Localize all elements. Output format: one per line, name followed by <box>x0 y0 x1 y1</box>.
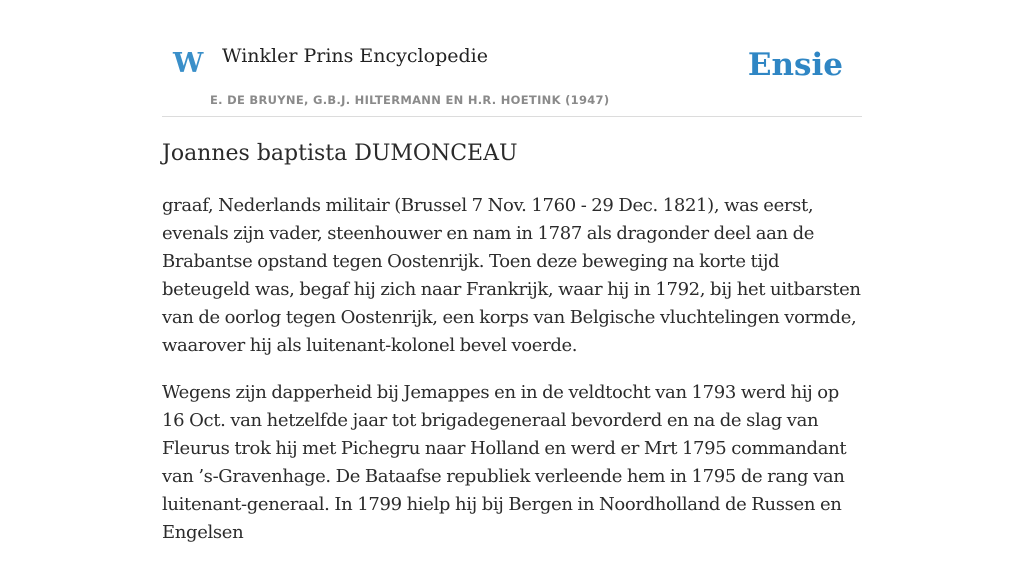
article-paragraph-2: Wegens zijn dapperheid bij Jemappes en in de veldtocht van 1793 werd hij op 16 Oct. van hetzelfde jaar tot brigadegeneraal bevorderd en na de slag van Fleurus trok hij met Pichegru naar Holland en werd er Mrt 1795 commandant van ’s-Gravenhage. De Bataafse republiek verleende hem in 1795 de rang van luitenant-generaal. In 1799 hielp hij bij Bergen in Noordholland de Russen en Engelsen <box>162 382 847 543</box>
publication-authors: E. DE BRUYNE, G.B.J. HILTERMANN EN H.R. HOETINK (1947) <box>210 93 610 107</box>
site-header <box>162 0 862 117</box>
article-title: Joannes baptista DUMONCEAU <box>162 141 518 166</box>
brand-logo[interactable]: Ensie <box>747 47 843 83</box>
article-body <box>162 192 862 566</box>
publication-title[interactable]: Winkler Prins Encyclopedie <box>222 45 488 67</box>
article-paragraph-1: graaf, Nederlands militair (Brussel 7 Nov. 1760 - 29 Dec. 1821), was eerst, evenals zijn vader, steenhouwer en nam in 1787 als dragonder deel aan de Brabantse opstand tegen Oostenrijk. Toen deze beweging na korte tijd beteugeld was, begaf hij zich naar Frankrijk, waar hij in 1792, bij het uitbarsten van de oorlog tegen Oostenrijk, een korps van Belgische vluchtelingen vormde, waarover hij als luitenant-kolonel bevel voerde. <box>162 195 861 356</box>
publication-logo[interactable]: W <box>173 48 204 79</box>
